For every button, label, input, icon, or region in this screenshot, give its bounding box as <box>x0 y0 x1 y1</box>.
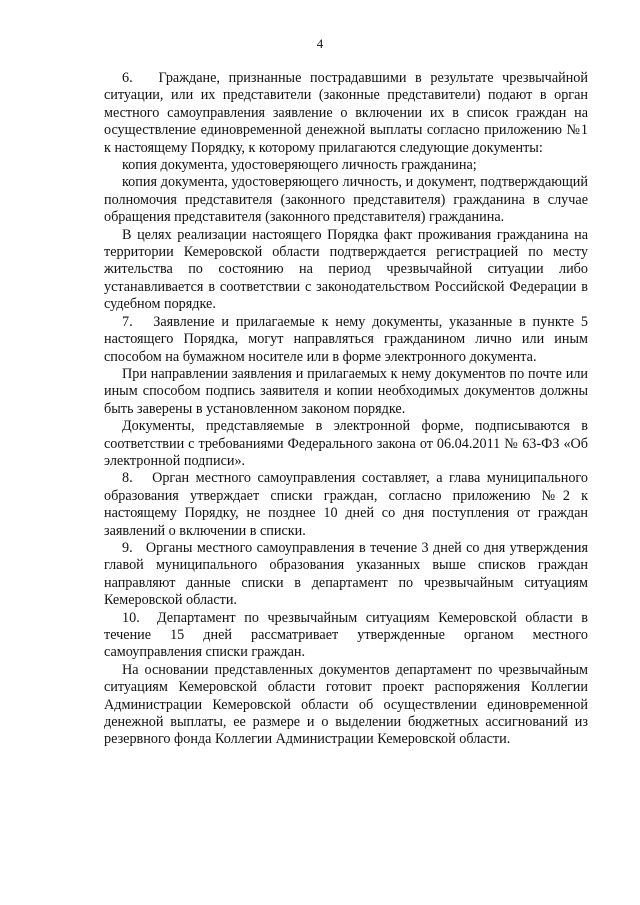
paragraph-8-lists: 8. Орган местного самоуправления составляет, а глава муниципального образования утверждает списки граждан, согласно приложению №2 к настоящему Порядку, не позднее 10 дней со дня поступления от граждан заявлений о включении в списки. <box>104 470 588 539</box>
paragraph-doc-representative: копия документа, удостоверяющего личность, и документ, подтверждающий полномочия представителя (законного представителя) гражданина в случае обращения представителя (законного представителя) гражданина. <box>104 174 588 226</box>
paragraph-doc-id-copy: копия документа, удостоверяющего личность гражданина; <box>122 157 477 174</box>
paragraph-9-forwarding: 9. Органы местного самоуправления в течение 3 дней со дня утверждения главой муниципального образования указанных выше списков граждан направляют данные списки в департамент по чрезвычайным ситуациям Кемеровской области. <box>104 539 588 609</box>
paragraph-residence-fact: В целях реализации настоящего Порядка факт проживания гражданина на территории Кемеровской области подтверждается регистрацией по месту жительства по состоянию на период чрезвычайной ситуации либо устанавливается в соответствии с законодательством Российской Федерации в судебном порядке. <box>104 226 588 313</box>
paragraph-electronic-documents: Документы, представляемые в электронной форме, подписываются в соответствии с требованиями Федерального закона от 06.04.2011 № 63-ФЗ «Об электронной подписи». <box>104 418 588 469</box>
paragraph-10-review: 10. Департамент по чрезвычайным ситуациям Кемеровской области в течение 15 дней рассматривает утвержденные органом местного самоуправления списки граждан. <box>104 609 588 661</box>
paragraph-6-citizens-application: 6. Граждане, признанные пострадавшими в результате чрезвычайной ситуации, или их представители (законные представители) подают в орган местного самоуправления заявление о включении их в список граждан на осуществление единовременной денежной выплаты согласно приложению №1 к настоящему Порядку, к которому прилагаются следующие документы: <box>104 70 588 156</box>
document-body <box>104 70 588 749</box>
paragraph-postal-submission: При направлении заявления и прилагаемых к нему документов по почте или иным способом подпись заявителя и копии необходимых документов должны быть заверены в установленном законом порядке. <box>104 365 588 417</box>
paragraph-7-submission: 7. Заявление и прилагаемые к нему документы, указанные в пункте 5 настоящего Порядка, могут направляться гражданином лично или иным способом на бумажном носителе или в форме электронного документа. <box>104 313 588 365</box>
page-number: 4 <box>316 36 324 51</box>
paragraph-draft-order: На основании представленных документов департамент по чрезвычайным ситуациям Кемеровской области готовит проект распоряжения Коллегии Администрации Кемеровской области об осуществлении единовременной денежной выплаты, ее размере и о выделении бюджетных ассигнований из резервного фонда Коллегии Администрации Кемеровской области. <box>104 661 588 748</box>
